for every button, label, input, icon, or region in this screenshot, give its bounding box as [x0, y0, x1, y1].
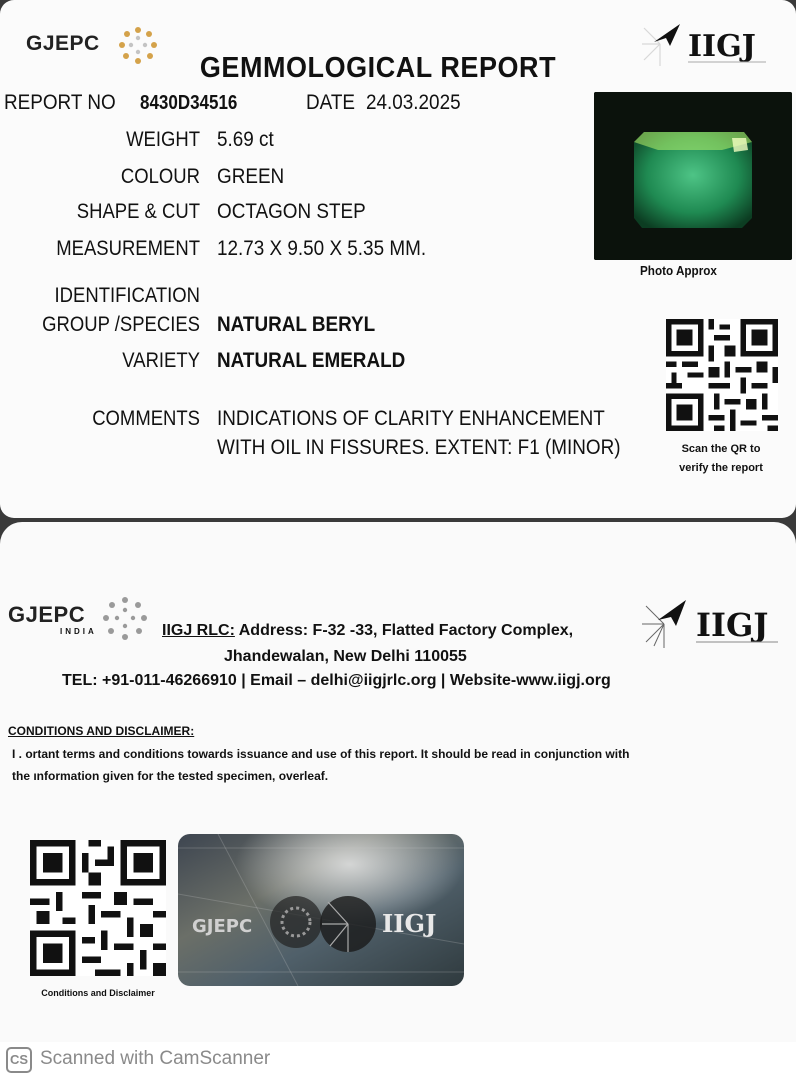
- colour-value: GREEN: [217, 165, 285, 188]
- qr-caption-line-1: Scan the QR to: [681, 443, 761, 455]
- photo-caption: Photo Approx: [640, 263, 717, 278]
- conditions-line-1: I . ortant terms and conditions towards issuance and use of this report. It should be read in conjunction with: [12, 747, 630, 761]
- weight-label: WEIGHT: [126, 128, 200, 151]
- report-date: 24.03.2025: [366, 91, 461, 114]
- variety-value: NATURAL EMERALD: [217, 349, 406, 372]
- svg-text:IIGJ: IIGJ: [382, 909, 437, 938]
- report-front-card: [0, 0, 796, 518]
- security-hologram: [178, 834, 464, 986]
- address-label: IIGJ RLC:: [162, 622, 235, 639]
- conditions-body: [12, 743, 788, 787]
- gemstone-photo: [594, 92, 792, 260]
- group-species-label: GROUP /SPECIES: [42, 313, 201, 336]
- measurement-value: 12.73 X 9.50 X 5.35 MM.: [217, 237, 427, 260]
- comments-line-2: WITH OIL IN FISSURES. EXTENT: F1 (MINOR): [217, 436, 621, 459]
- svg-text:IIGJ: IIGJ: [696, 606, 769, 644]
- address-line-2: Jhandewalan, New Delhi 110055: [224, 648, 467, 665]
- measurement-label: MEASUREMENT: [56, 237, 201, 260]
- comments-label: COMMENTS: [92, 407, 200, 430]
- verify-qr-code[interactable]: [666, 318, 778, 432]
- colour-label: COLOUR: [120, 165, 200, 188]
- svg-text:IIGJ: IIGJ: [688, 29, 756, 64]
- identification-label: IDENTIFICATION: [54, 284, 201, 307]
- scanner-watermark-text: Scanned with CamScanner: [40, 1048, 271, 1069]
- conditions-qr-caption: Conditions and Disclaimer: [41, 988, 155, 998]
- address-text: Address: F-32 -33, Flatted Factory Complex,: [238, 622, 574, 639]
- gjepc-sun-icon: [100, 594, 150, 644]
- report-number-label: REPORT NO: [4, 91, 116, 114]
- qr-caption-line-2: verify the report: [679, 462, 763, 474]
- conditions-qr-code[interactable]: [30, 838, 166, 978]
- report-back-card: [0, 522, 796, 1042]
- gjepc-india-text: INDIA: [60, 627, 97, 636]
- conditions-line-2: the ınformation given for the tested specimen, overleaf.: [12, 769, 329, 783]
- shape-cut-label: SHAPE & CUT: [76, 200, 200, 223]
- iigj-logo-back: [640, 592, 782, 654]
- camscanner-icon: CS: [6, 1047, 32, 1073]
- scanner-footer: [0, 1042, 796, 1080]
- group-species-value: NATURAL BERYL: [217, 313, 376, 336]
- conditions-title: CONDITIONS AND DISCLAIMER:: [8, 724, 195, 738]
- weight-value: 5.69 ct: [217, 128, 274, 151]
- variety-label: VARIETY: [122, 349, 200, 372]
- report-number: 8430D34516: [140, 92, 238, 114]
- shape-cut-value: OCTAGON STEP: [217, 200, 366, 223]
- contact-line: TEL: +91-011-46266910 | Email – delhi@iigjrlc.org | Website-www.iigj.org: [62, 672, 611, 689]
- date-label: DATE: [306, 91, 356, 114]
- address-line-1: [162, 622, 573, 640]
- emerald-image: [594, 92, 792, 260]
- gjepc-logo-back: GJEPC: [8, 602, 86, 627]
- qr-caption: [650, 440, 792, 478]
- comments-line-1: INDICATIONS OF CLARITY ENHANCEMENT: [217, 407, 605, 430]
- report-title: GEMMOLOGICAL REPORT: [199, 52, 557, 84]
- gjepc-logo: GJEPC: [26, 32, 100, 55]
- svg-text:GJEPC: GJEPC: [192, 916, 253, 937]
